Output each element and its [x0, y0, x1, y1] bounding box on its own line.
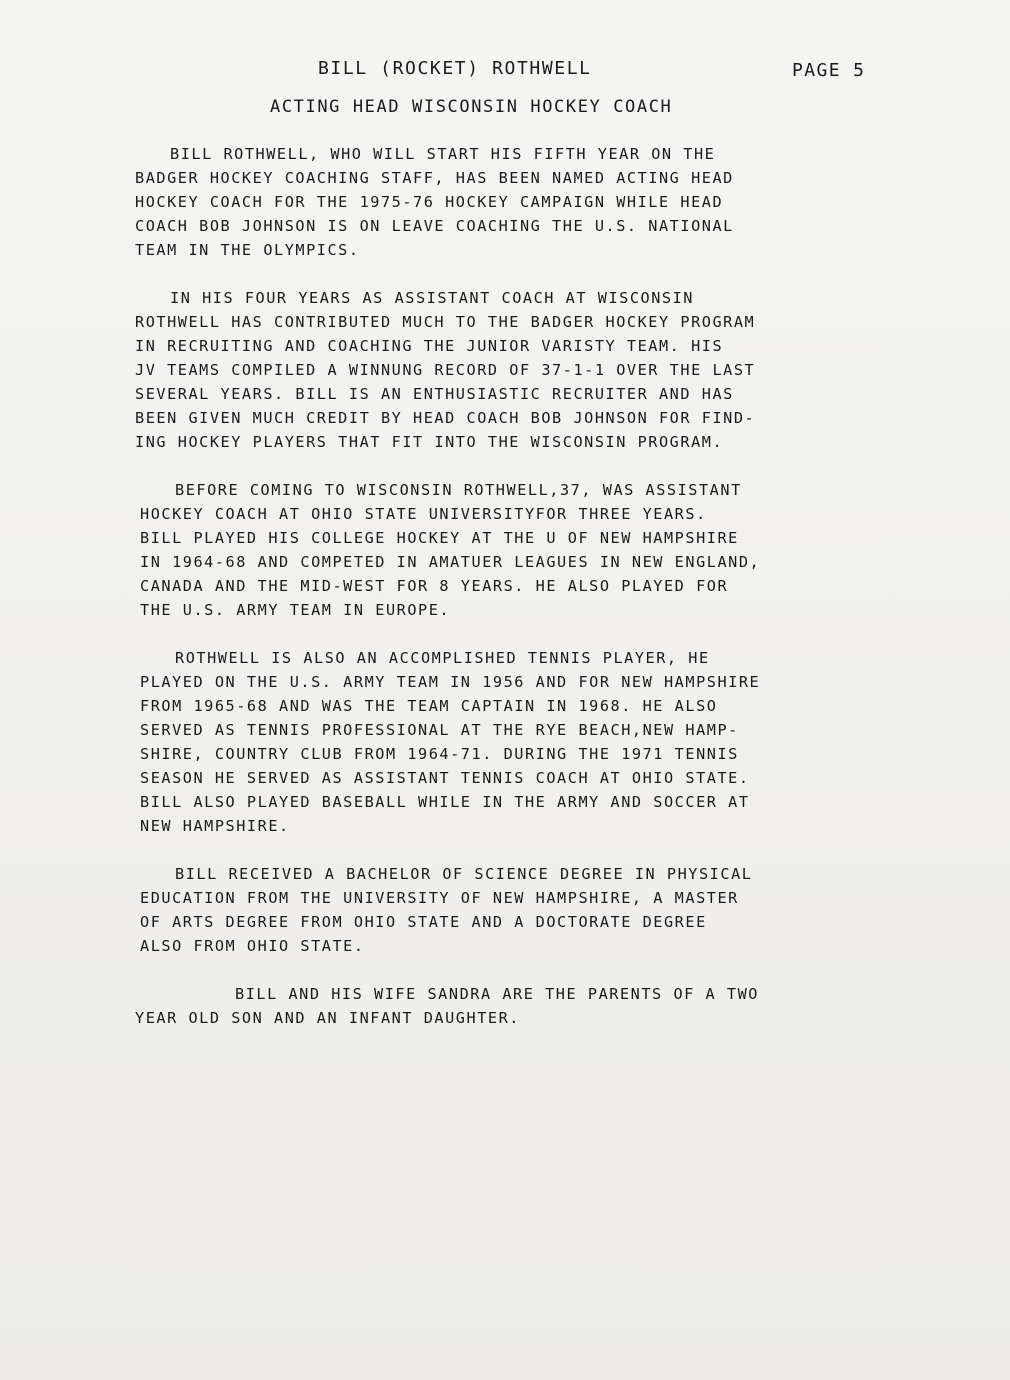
paragraph-3 [140, 478, 895, 622]
text-line: JV TEAMS COMPILED A WINNUNG RECORD OF 37-1-1 OVER THE LAST [135, 361, 756, 379]
text-line: ALSO FROM OHIO STATE. [140, 937, 365, 955]
text-line: BEEN GIVEN MUCH CREDIT BY HEAD COACH BOB JOHNSON FOR FIND- [135, 409, 756, 427]
document-body [135, 142, 895, 1054]
text-line: ROTHWELL HAS CONTRIBUTED MUCH TO THE BADGER HOCKEY PROGRAM [135, 313, 756, 331]
text-line: ROTHWELL IS ALSO AN ACCOMPLISHED TENNIS PLAYER, HE [175, 649, 710, 667]
text-line: IN 1964-68 AND COMPETED IN AMATUER LEAGUES IN NEW ENGLAND, [140, 553, 761, 571]
paragraph-2 [135, 286, 895, 454]
text-line: HOCKEY COACH FOR THE 1975-76 HOCKEY CAMPAIGN WHILE HEAD [135, 193, 724, 211]
text-line: HOCKEY COACH AT OHIO STATE UNIVERSITYFOR THREE YEARS. [140, 505, 707, 523]
text-line: TEAM IN THE OLYMPICS. [135, 241, 360, 259]
text-line: BADGER HOCKEY COACHING STAFF, HAS BEEN NAMED ACTING HEAD [135, 169, 734, 187]
text-line: PLAYED ON THE U.S. ARMY TEAM IN 1956 AND FOR NEW HAMPSHIRE [140, 673, 761, 691]
text-line: BILL RECEIVED A BACHELOR OF SCIENCE DEGREE IN PHYSICAL [175, 865, 753, 883]
text-line: SERVED AS TENNIS PROFESSIONAL AT THE RYE BEACH,NEW HAMP- [140, 721, 739, 739]
text-line: COACH BOB JOHNSON IS ON LEAVE COACHING THE U.S. NATIONAL [135, 217, 734, 235]
text-line: CANADA AND THE MID-WEST FOR 8 YEARS. HE ALSO PLAYED FOR [140, 577, 729, 595]
text-line: YEAR OLD SON AND AN INFANT DAUGHTER. [135, 1009, 520, 1027]
document-subtitle: ACTING HEAD WISCONSIN HOCKEY COACH [270, 97, 673, 117]
text-line: BILL AND HIS WIFE SANDRA ARE THE PARENTS OF A TWO [235, 985, 759, 1003]
text-line: SHIRE, COUNTRY CLUB FROM 1964-71. DURING THE 1971 TENNIS [140, 745, 739, 763]
text-line: BILL ROTHWELL, WHO WILL START HIS FIFTH YEAR ON THE [170, 145, 716, 163]
text-line: NEW HAMPSHIRE. [140, 817, 290, 835]
paragraph-6 [135, 982, 895, 1030]
text-line: THE U.S. ARMY TEAM IN EUROPE. [140, 601, 451, 619]
paragraph-4 [140, 646, 895, 838]
document-title: BILL (ROCKET) ROTHWELL [318, 58, 592, 79]
text-line: SEASON HE SERVED AS ASSISTANT TENNIS COACH AT OHIO STATE. [140, 769, 750, 787]
text-line: BILL ALSO PLAYED BASEBALL WHILE IN THE ARMY AND SOCCER AT [140, 793, 750, 811]
text-line: BEFORE COMING TO WISCONSIN ROTHWELL,37, WAS ASSISTANT [175, 481, 742, 499]
text-line: SEVERAL YEARS. BILL IS AN ENTHUSIASTIC RECRUITER AND HAS [135, 385, 734, 403]
text-line: IN HIS FOUR YEARS AS ASSISTANT COACH AT WISCONSIN [170, 289, 694, 307]
text-line: FROM 1965-68 AND WAS THE TEAM CAPTAIN IN 1968. HE ALSO [140, 697, 718, 715]
text-line: EDUCATION FROM THE UNIVERSITY OF NEW HAMPSHIRE, A MASTER [140, 889, 739, 907]
text-line: OF ARTS DEGREE FROM OHIO STATE AND A DOCTORATE DEGREE [140, 913, 707, 931]
text-line: ING HOCKEY PLAYERS THAT FIT INTO THE WISCONSIN PROGRAM. [135, 433, 724, 451]
paragraph-1 [135, 142, 895, 262]
text-line: BILL PLAYED HIS COLLEGE HOCKEY AT THE U OF NEW HAMPSHIRE [140, 529, 739, 547]
paragraph-5 [140, 862, 895, 958]
text-line: IN RECRUITING AND COACHING THE JUNIOR VARISTY TEAM. HIS [135, 337, 724, 355]
page-number: PAGE 5 [792, 60, 866, 81]
